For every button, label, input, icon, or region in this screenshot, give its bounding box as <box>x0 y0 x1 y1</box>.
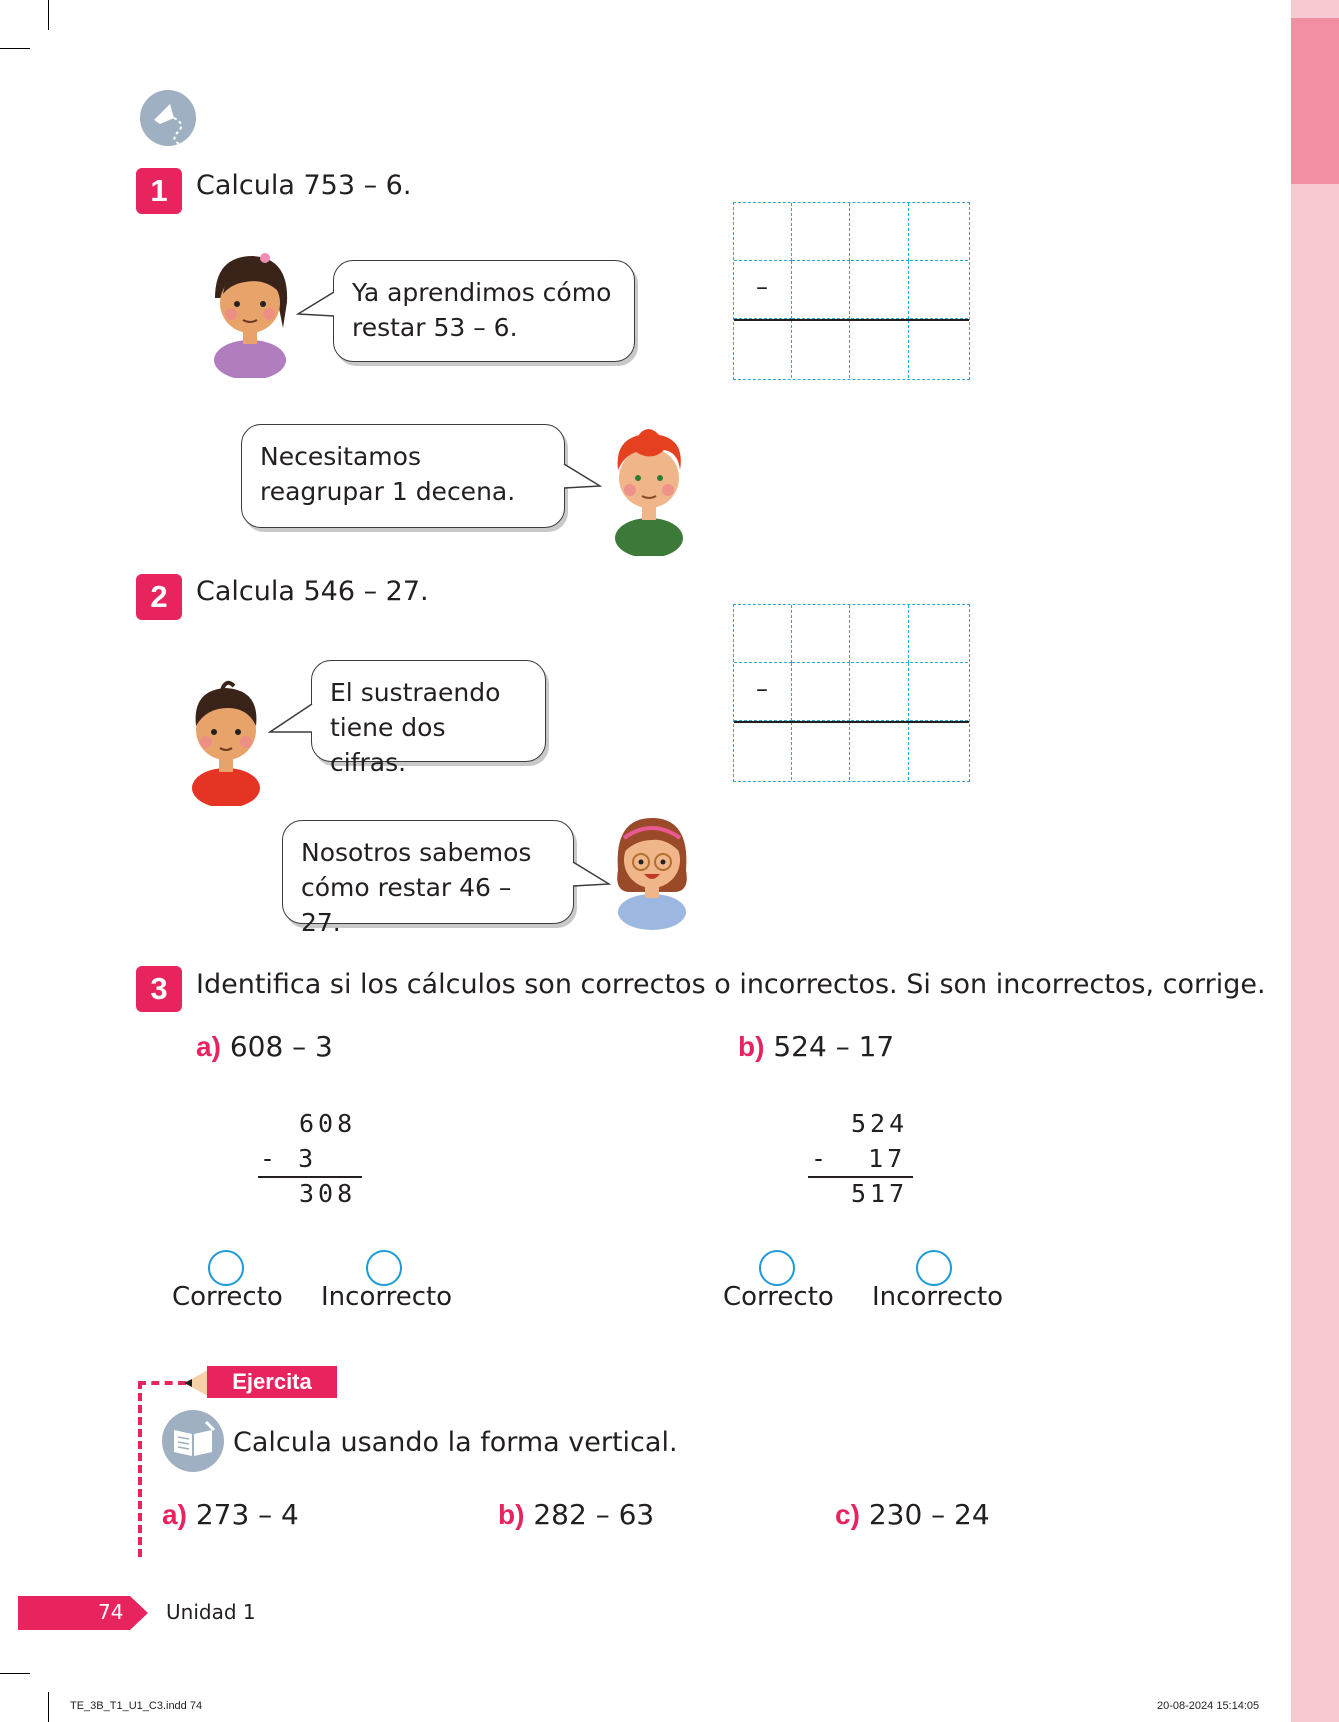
ejercita-bracket <box>138 1381 142 1557</box>
avatar-boy <box>184 676 268 806</box>
ejercita-instruction: Calcula usando la forma vertical. <box>233 1427 678 1458</box>
incorrecto-label: Incorrecto <box>872 1282 1004 1312</box>
correcto-radio[interactable] <box>759 1250 795 1286</box>
bubble-tail <box>268 702 314 736</box>
correcto-label: Correcto <box>723 1282 834 1312</box>
vertical-result: 308 <box>299 1179 357 1208</box>
bubble-tail <box>571 860 611 890</box>
item-letter: a) <box>162 1499 187 1530</box>
crop-mark <box>48 1692 49 1722</box>
bubble-text: Necesitamos reagrupar 1 decena. <box>260 442 516 506</box>
page-number-tab <box>18 1596 148 1630</box>
crop-mark <box>48 0 49 30</box>
grid-rule <box>734 721 969 723</box>
vertical-result: 517 <box>851 1179 909 1208</box>
item-letter: b) <box>498 1499 525 1530</box>
incorrecto-radio[interactable] <box>366 1250 402 1286</box>
crop-mark <box>0 48 30 49</box>
incorrecto-label: Incorrecto <box>321 1282 453 1312</box>
question-number-badge: 2 <box>136 574 182 620</box>
item-b <box>738 1030 894 1063</box>
question-number-badge: 1 <box>136 168 182 214</box>
avatar-boy <box>608 422 690 556</box>
page-number: 74 <box>98 1600 124 1624</box>
question-prompt: Identifica si los cálculos son correctos o incorrectos. Si son incorrectos, corrige. <box>196 969 1266 1000</box>
ejercita-bracket-top <box>138 1381 186 1385</box>
bubble-text: Ya aprendimos cómo restar 53 – 6. <box>352 278 612 342</box>
unit-label: Unidad 1 <box>166 1600 256 1624</box>
vertical-operation-line: - 17 <box>811 1144 907 1173</box>
minus-sign: – <box>756 675 768 703</box>
crop-mark <box>0 1673 30 1674</box>
print-timestamp: 20-08-2024 15:14:05 <box>1157 1700 1260 1712</box>
speech-bubble <box>311 660 546 777</box>
file-info: TE_3B_T1_U1_C3.indd 74 <box>70 1700 203 1712</box>
item-expression: 273 – 4 <box>195 1498 299 1531</box>
item-letter: b) <box>738 1031 765 1062</box>
item-letter: c) <box>835 1499 860 1530</box>
correcto-label: Correcto <box>172 1282 283 1312</box>
bubble-tail <box>296 290 336 320</box>
item-a <box>196 1030 333 1063</box>
bubble-tail <box>562 462 602 492</box>
speech-bubble <box>282 820 574 937</box>
vertical-top-number: 608 <box>299 1109 357 1138</box>
item-expression: 230 – 24 <box>868 1498 990 1531</box>
avatar-girl <box>608 812 696 930</box>
answer-grid[interactable] <box>733 202 970 380</box>
ejercita-item-a <box>162 1498 299 1531</box>
bubble-text: Nosotros sabemos cómo restar 46 – 27. <box>301 838 532 937</box>
incorrecto-radio[interactable] <box>916 1250 952 1286</box>
bubble-text: El sustraendo tiene dos cifras. <box>330 678 501 777</box>
speech-bubble <box>333 260 635 362</box>
side-strip-tab <box>1291 18 1339 184</box>
kite-icon <box>140 90 196 146</box>
ejercita-item-b <box>498 1498 654 1531</box>
ejercita-tab <box>207 1366 337 1398</box>
item-expression: 524 – 17 <box>773 1030 895 1063</box>
vertical-top-number: 524 <box>851 1109 909 1138</box>
vertical-operation-line: - 3 <box>260 1144 318 1173</box>
side-strip <box>1291 0 1339 1722</box>
item-letter: a) <box>196 1031 221 1062</box>
item-expression: 608 – 3 <box>229 1030 333 1063</box>
speech-bubble <box>241 424 565 528</box>
ejercita-tab-label: Ejercita <box>232 1369 312 1394</box>
grid-rule <box>734 319 969 321</box>
avatar-girl <box>205 248 295 378</box>
question-prompt: Calcula 546 – 27. <box>196 576 429 607</box>
correcto-radio[interactable] <box>208 1250 244 1286</box>
minus-sign: – <box>756 273 768 301</box>
pencil-tip-icon <box>184 1370 208 1396</box>
answer-grid[interactable] <box>733 604 970 782</box>
ejercita-item-c <box>835 1498 990 1531</box>
question-number-badge: 3 <box>136 966 182 1012</box>
item-expression: 282 – 63 <box>533 1498 655 1531</box>
book-icon <box>162 1410 224 1472</box>
question-prompt: Calcula 753 – 6. <box>196 170 412 201</box>
